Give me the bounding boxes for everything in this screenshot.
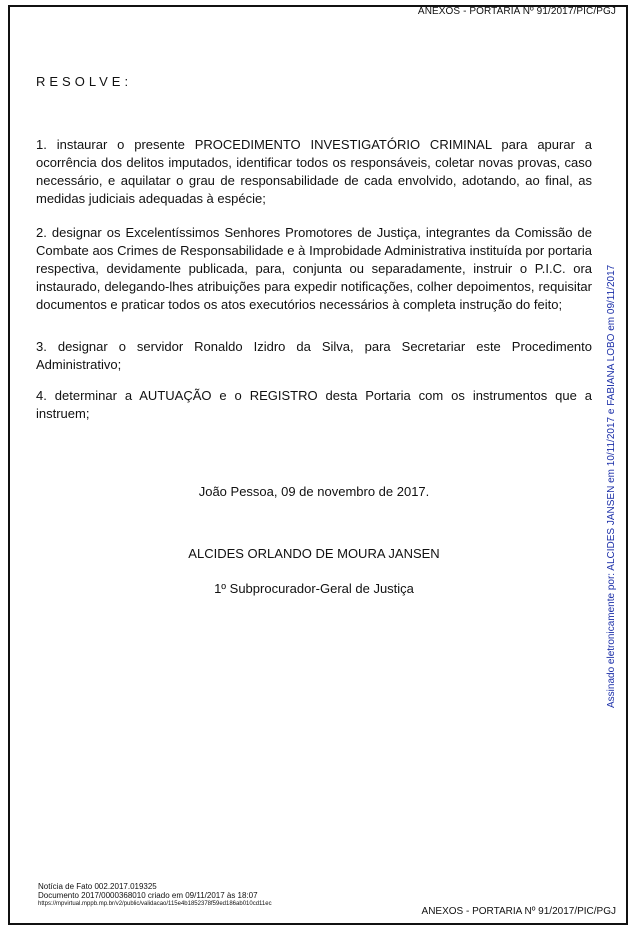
footer-document: Documento 2017/0000368010 criado em 09/11/2017 às 18:07 [38, 891, 258, 900]
place-date: João Pessoa, 09 de novembro de 2017. [198, 484, 430, 499]
resolution-item-1: 1. instaurar o presente PROCEDIMENTO INVESTIGATÓRIO CRIMINAL para apurar a ocorrência dos delitos imputados, identificar todos os responsáveis, coletar novas provas, caso necessário, e aquilatar o grau de responsabilidade de cada envolvido, adotando, ao final, as medidas judiciais adequadas à espécie; [36, 137, 592, 206]
resolve-heading: RESOLVE: [36, 74, 133, 89]
footer-reference: ANEXOS - PORTARIA Nº 91/2017/PIC/PGJ [421, 906, 616, 917]
header-reference: ANEXOS - PORTARIA Nº 91/2017/PIC/PGJ [417, 6, 616, 17]
footer-metadata [38, 882, 272, 908]
resolution-item-2: 2. designar os Excelentíssimos Senhores Promotores de Justiça, integrantes da Comissão de Combate aos Crimes de Responsabilidade e à Improbidade Administrativa instituída por portaria respectiva, devidamente publicada, para, conjunta ou separadamente, instruir o P.I.C. ora instaurado, delegando-lhes atribuições para expedir notificações, colher depoimentos, requisitar documentos e praticar todos os atos executórios necessários à completa instrução do feito; [36, 225, 592, 312]
resolution-item-4: 4. determinar a AUTUAÇÃO e o REGISTRO desta Portaria com os instrumentos que a instruem; [36, 388, 592, 421]
signer-title: 1º Subprocurador-Geral de Justiça [214, 581, 414, 596]
resolution-item-3: 3. designar o servidor Ronaldo Izidro da Silva, para Secretariar este Procedimento Administrativo; [36, 339, 592, 372]
signer-name: ALCIDES ORLANDO DE MOURA JANSEN [188, 546, 440, 561]
footer-notice: Notícia de Fato 002.2017.019325 [38, 882, 157, 891]
electronic-signature-stamp: Assinado eletronicamente por: ALCIDES JANSEN em 10/11/2017 e FABIANA LOBO em 09/11/2017 [606, 264, 617, 708]
validation-link[interactable]: https://mpvirtual.mppb.mp.br/v2/public/validacao/115e4b1852378f59ed186ab010cd11ec [38, 901, 272, 907]
